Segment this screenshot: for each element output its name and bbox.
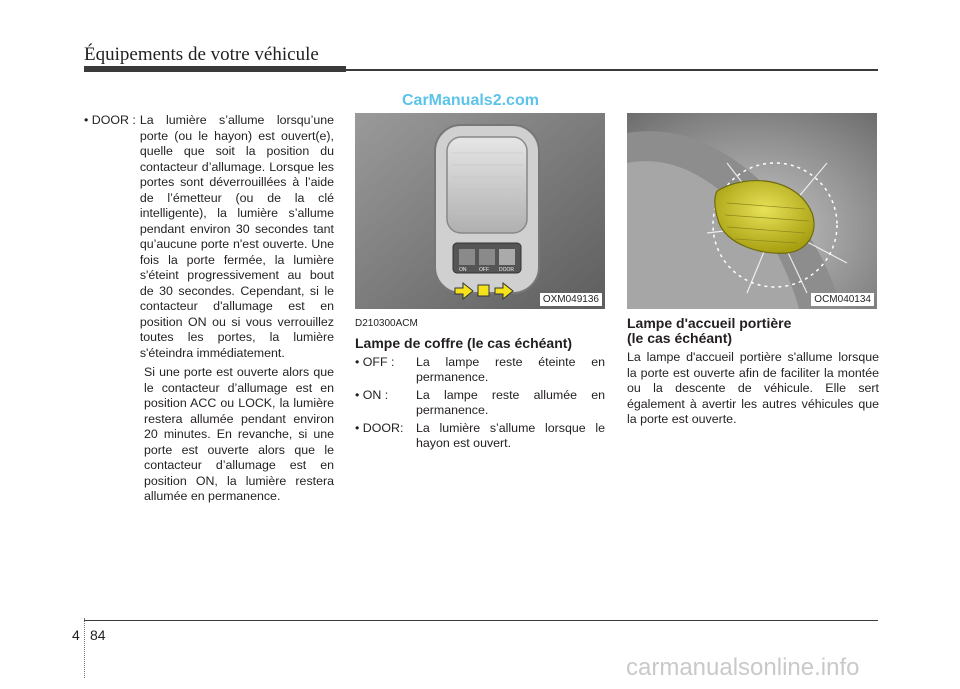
watermark-top[interactable]: CarManuals2.com: [402, 92, 539, 109]
header-bar: [84, 66, 346, 72]
watermark-bottom[interactable]: carmanualsonline.info: [626, 654, 860, 681]
switch-label-on: ON: [459, 267, 467, 273]
item-label: • OFF :: [355, 354, 395, 369]
door-courtesy-lamp-section: [627, 316, 879, 428]
trunk-lamp-image: [355, 113, 605, 309]
item-text: La lumière s’allume lorsque le hayon est ouvert.: [416, 420, 605, 450]
trunk-lamp-section: [355, 316, 605, 454]
image2-code: OCM040134: [811, 293, 874, 306]
square-icon: [478, 285, 489, 296]
door-label: • DOOR :: [84, 113, 136, 127]
image1-code: OXM049136: [540, 293, 602, 306]
courtesy-lamp-text: La lampe d'accueil portière s'allume lorsque la porte est ouverte afin de faciliter la montée ou la descente de véhicule. Elle sert également à avertir les autres véhicules que la porte est ouverte.: [627, 350, 879, 426]
switch-label-off: OFF: [479, 267, 489, 273]
header-rule: [346, 69, 878, 71]
switch-label-door: DOOR: [499, 267, 514, 273]
footer-rule: [84, 620, 878, 621]
item-label: • DOOR:: [355, 420, 404, 435]
item-text: La lampe reste allumée en permanence.: [416, 387, 605, 417]
door-courtesy-lamp-image: [627, 113, 877, 309]
door-text-continued: Si une porte est ouverte alors que le contacteur d’allumage est en position ACC ou LOCK, la lumière restera allumée pendant environ 20 minutes. En revanche, si une porte est ouverte alors que le contacteur d’allumage est en position ON, la lumière restera allumée en permanence.: [144, 365, 334, 503]
footer-divider: [84, 618, 86, 678]
item-label: • ON :: [355, 387, 389, 402]
heading-line-1: Lampe d'accueil portière: [627, 315, 792, 331]
section-code: D210300ACM: [355, 318, 418, 329]
courtesy-lamp-illustration: [627, 113, 877, 309]
door-text: La lumière s’allume lorsqu’une porte (ou le hayon) est ouvert(e), quelle que soit la position du contacteur d’allumage. Lorsque les portes sont déverrouillées à l’aide de l’émetteur (ou de la clé intelligente), la lumière s’allume pendant environ 30 secondes tant qu’aucune porte n'est ouverte. Une fois la porte fermée, la lumière s'éteint progressivement au bout de 30 secondes. Cependant, si le contacteur d'allumage est en position ON ou si vous verrouillez toutes les portes, la lumière s'éteindra immédiatement.: [139, 113, 334, 360]
door-light-description: [84, 113, 334, 505]
page-header-title: Équipements de votre véhicule: [84, 44, 319, 65]
courtesy-lamp-heading: [627, 316, 879, 346]
list-item: [355, 421, 605, 452]
list-item: [355, 388, 605, 419]
trunk-lamp-illustration: [355, 113, 605, 309]
chapter-number: 4: [72, 627, 80, 643]
heading-line-2: (le cas échéant): [627, 330, 733, 346]
list-item: [355, 355, 605, 386]
page-number: 84: [90, 627, 106, 643]
door-bullet: [84, 113, 334, 361]
item-text: La lampe reste éteinte en permanence.: [416, 354, 605, 384]
trunk-lamp-heading: Lampe de coffre (le cas échéant): [355, 334, 573, 351]
